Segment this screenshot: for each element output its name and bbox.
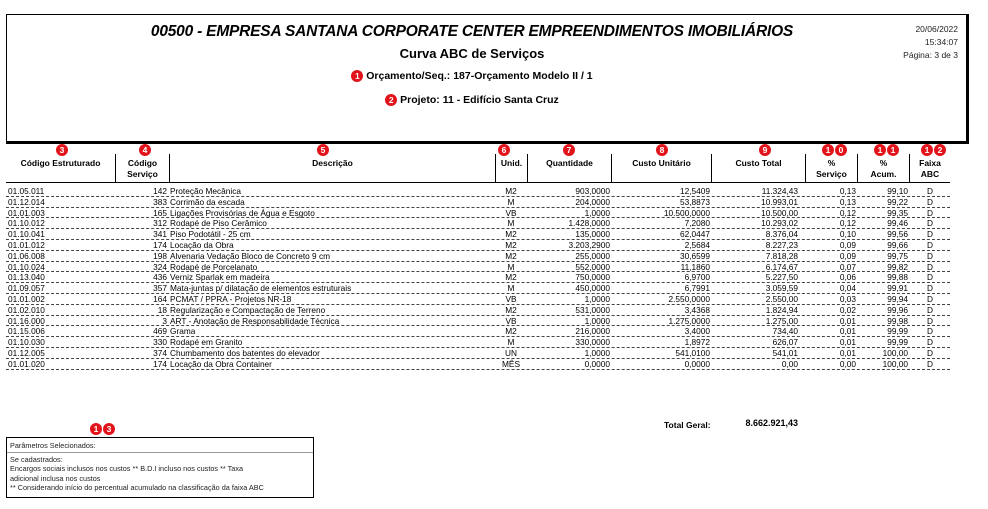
col-custo-unitario: [612, 154, 712, 183]
cell-custo-total: 1.275,00: [765, 315, 798, 326]
cell-codigo-estruturado: 01.12.014: [8, 196, 45, 207]
parameters-line: adicional inclusa nos custos: [10, 473, 101, 483]
cell-codigo-estruturado: 01.16.000: [8, 315, 45, 326]
cell-pct-acumulado: 99,88: [887, 272, 908, 283]
cell-pct-servico: 0,01: [839, 337, 856, 348]
parameters-line: ** Considerando início do percentual acumulado na classificação da faixa ABC: [10, 483, 264, 493]
parameters-text: [10, 455, 310, 493]
cell-custo-unitario: 541,0100: [675, 347, 710, 358]
marker-badge: 1: [921, 144, 933, 156]
date-block: [903, 23, 958, 62]
cell-pct-acumulado: 99,10: [887, 186, 908, 196]
cell-codigo-estruturado: 01.01.020: [8, 358, 45, 369]
cell-quantidade: 0,0000: [584, 358, 610, 369]
marker-badge: 6: [498, 144, 510, 156]
cell-custo-unitario: 6,7991: [684, 283, 710, 294]
cell-unidade: M: [507, 196, 515, 207]
projeto-label: Projeto: 11 - Edifício Santa Cruz: [400, 94, 559, 106]
col-label: Custo Unitário: [632, 158, 691, 168]
cell-custo-total: 6.174,67: [765, 261, 798, 272]
cell-custo-total: 10.993,01: [761, 196, 798, 207]
marker-badge: 3: [56, 144, 68, 156]
cell-unidade: M2: [505, 326, 517, 337]
col-label: [806, 158, 857, 180]
col-label: [116, 158, 169, 180]
cell-codigo-servico: 374: [153, 347, 167, 358]
cell-quantidade: 903,0000: [575, 186, 610, 196]
cell-codigo-servico: 330: [153, 337, 167, 348]
cell-pct-acumulado: 100,00: [882, 358, 908, 369]
cell-pct-acumulado: 99,99: [887, 326, 908, 337]
col-label: Unid.: [500, 158, 523, 168]
cell-descricao: Regularização e Compactação de Terreno: [170, 304, 326, 315]
col-unid: [496, 154, 528, 183]
table-row: [6, 283, 950, 294]
table-row: [6, 229, 950, 240]
page-number: Página: 3 de 3: [903, 50, 958, 60]
col-custo-total: [712, 154, 806, 183]
cell-custo-unitario: 12,5409: [680, 186, 710, 196]
table-row: [6, 337, 950, 348]
table-row: [6, 262, 950, 273]
marker-badge: 9: [759, 144, 771, 156]
cell-codigo-servico: 324: [153, 261, 167, 272]
table-row: [6, 359, 950, 370]
cell-descricao: Verniz Sparlak em madeira: [170, 272, 270, 283]
cell-quantidade: 1.428,0000: [568, 218, 610, 229]
col-label: Descrição: [312, 158, 353, 168]
cell-faixa-abc: D: [927, 207, 933, 218]
cell-pct-servico: 0,09: [839, 250, 856, 261]
cell-unidade: M2: [505, 239, 517, 250]
marker-badge: 2: [934, 144, 946, 156]
cell-quantidade: 552,0000: [575, 261, 610, 272]
col-label: [858, 158, 909, 180]
cell-quantidade: 750,0000: [575, 272, 610, 283]
table-row: [6, 272, 950, 283]
cell-quantidade: 135,0000: [575, 229, 610, 240]
table-row: [6, 348, 950, 359]
cell-quantidade: 330,0000: [575, 337, 610, 348]
table-row: [6, 197, 950, 208]
cell-pct-acumulado: 99,35: [887, 207, 908, 218]
cell-codigo-estruturado: 01.06.008: [8, 250, 45, 261]
cell-faixa-abc: D: [927, 283, 933, 294]
cell-faixa-abc: D: [927, 337, 933, 348]
divider: [7, 452, 313, 453]
table-row: [6, 294, 950, 305]
cell-faixa-abc: D: [927, 326, 933, 337]
cell-codigo-servico: 165: [153, 207, 167, 218]
cell-descricao: Locação da Obra Container: [170, 358, 272, 369]
cell-pct-acumulado: 99,94: [887, 293, 908, 304]
report-date: 20/06/2022: [915, 24, 958, 34]
cell-faixa-abc: D: [927, 196, 933, 207]
table-row: [6, 251, 950, 262]
parameters-title: Parâmetros Selecionados:: [10, 441, 96, 450]
cell-unidade: M2: [505, 229, 517, 240]
marker-badge: 0: [835, 144, 847, 156]
cell-descricao: Rodapé de Porcelanato: [170, 261, 258, 272]
cell-faixa-abc: D: [927, 358, 933, 369]
cell-codigo-servico: 341: [153, 229, 167, 240]
cell-quantidade: 1,0000: [584, 347, 610, 358]
table-row: [6, 326, 950, 337]
marker-badge: 3: [103, 423, 115, 435]
cell-unidade: M: [507, 283, 515, 294]
report-title: Curva ABC de Serviços: [399, 46, 545, 61]
marker-badge: 1: [351, 70, 363, 82]
cell-faixa-abc: D: [927, 239, 933, 250]
cell-custo-unitario: 62,0447: [680, 229, 710, 240]
cell-unidade: M2: [505, 186, 517, 196]
col-pct-acum: [858, 154, 910, 183]
marker-badge: 1: [874, 144, 886, 156]
cell-custo-unitario: 2,5684: [684, 239, 710, 250]
cell-custo-total: 2.550,00: [765, 293, 798, 304]
table-body: [6, 186, 950, 370]
cell-unidade: UN: [505, 347, 517, 358]
cell-unidade: M2: [505, 250, 517, 261]
cell-custo-unitario: 3,4000: [684, 326, 710, 337]
cell-descricao: Chumbamento dos batentes do elevador: [170, 347, 320, 358]
cell-pct-servico: 0,06: [839, 272, 856, 283]
projeto-line: [7, 94, 937, 106]
cell-pct-acumulado: 99,96: [887, 304, 908, 315]
cell-quantidade: 1,0000: [584, 207, 610, 218]
col-label-line: ABC: [920, 169, 940, 179]
marker-badge: 4: [139, 144, 151, 156]
cell-unidade: M: [507, 218, 515, 229]
cell-pct-servico: 0,09: [839, 239, 856, 250]
cell-pct-servico: 0,00: [839, 358, 856, 369]
marker-badge: 1: [822, 144, 834, 156]
parameters-line: Se cadastrados:: [10, 455, 63, 464]
cell-codigo-estruturado: 01.09.057: [8, 283, 45, 294]
cell-pct-acumulado: 100,00: [882, 347, 908, 358]
cell-custo-total: 3.059,59: [765, 283, 798, 294]
cell-pct-servico: 0,01: [839, 315, 856, 326]
cell-codigo-servico: 142: [153, 186, 167, 196]
table-row: [6, 186, 950, 197]
cell-codigo-estruturado: 01.13.040: [8, 272, 45, 283]
cell-unidade: VB: [505, 315, 517, 326]
orcamento-label: Orçamento/Seq.: 187-Orçamento Modelo II / 1: [366, 70, 593, 82]
cell-codigo-estruturado: 01.15.006: [8, 326, 45, 337]
total-value: 8.662.921,43: [745, 418, 798, 428]
col-label-line: Acum.: [870, 169, 897, 179]
cell-faixa-abc: D: [927, 261, 933, 272]
cell-codigo-servico: 383: [153, 196, 167, 207]
cell-quantidade: 450,0000: [575, 283, 610, 294]
cell-custo-unitario: 10.500,0000: [663, 207, 710, 218]
cell-codigo-servico: 3: [162, 315, 167, 326]
cell-codigo-servico: 469: [153, 326, 167, 337]
cell-faixa-abc: D: [927, 218, 933, 229]
cell-unidade: M: [507, 261, 515, 272]
cell-custo-unitario: 53,8873: [680, 196, 710, 207]
cell-custo-unitario: 30,6599: [680, 250, 710, 261]
cell-descricao: Grama: [170, 326, 196, 337]
cell-quantidade: 3.203,2900: [568, 239, 610, 250]
cell-codigo-servico: 174: [153, 358, 167, 369]
cell-codigo-servico: 198: [153, 250, 167, 261]
cell-custo-unitario: 7,2080: [684, 218, 710, 229]
cell-codigo-estruturado: 01.01.002: [8, 293, 45, 304]
table-row: [6, 240, 950, 251]
cell-pct-servico: 0,02: [839, 304, 856, 315]
marker-badge: 8: [656, 144, 668, 156]
cell-unidade: VB: [505, 207, 517, 218]
table-header: [6, 154, 950, 183]
cell-codigo-estruturado: 01.10.030: [8, 337, 45, 348]
cell-custo-total: 8.227,23: [765, 239, 798, 250]
cell-codigo-servico: 18: [157, 304, 167, 315]
col-faixa-abc: [910, 154, 950, 183]
cell-pct-acumulado: 99,82: [887, 261, 908, 272]
cell-custo-total: 8.376,04: [765, 229, 798, 240]
cell-codigo-servico: 357: [153, 283, 167, 294]
cell-pct-servico: 0,13: [839, 196, 856, 207]
cell-custo-unitario: 3,4368: [684, 304, 710, 315]
col-quantidade: [528, 154, 612, 183]
cell-descricao: Locação da Obra: [170, 239, 234, 250]
col-pct-servico: [806, 154, 858, 183]
cell-codigo-servico: 164: [153, 293, 167, 304]
cell-faixa-abc: D: [927, 347, 933, 358]
cell-custo-unitario: 2.550,0000: [668, 293, 710, 304]
marker-badge: 5: [317, 144, 329, 156]
cell-custo-total: 7.818,28: [765, 250, 798, 261]
col-label: Código Estruturado: [20, 158, 101, 168]
cell-custo-total: 11.324,43: [761, 186, 798, 196]
cell-custo-unitario: 0,0000: [684, 358, 710, 369]
cell-codigo-estruturado: 01.12.005: [8, 347, 45, 358]
cell-faixa-abc: D: [927, 186, 933, 196]
cell-descricao: Corrimão da escada: [170, 196, 245, 207]
cell-pct-acumulado: 99,22: [887, 196, 908, 207]
cell-quantidade: 216,0000: [575, 326, 610, 337]
cell-descricao: PCMAT / PPRA - Projetos NR-18: [170, 293, 292, 304]
cell-faixa-abc: D: [927, 293, 933, 304]
cell-unidade: M: [507, 337, 515, 348]
table-row: [6, 316, 950, 327]
cell-quantidade: 255,0000: [575, 250, 610, 261]
cell-custo-total: 5.227,50: [765, 272, 798, 283]
cell-pct-acumulado: 99,98: [887, 315, 908, 326]
cell-descricao: Ligações Provisórias de Água e Esgoto: [170, 207, 315, 218]
cell-pct-acumulado: 99,91: [887, 283, 908, 294]
table-row: [6, 218, 950, 229]
cell-pct-acumulado: 99,99: [887, 337, 908, 348]
cell-pct-servico: 0,10: [839, 229, 856, 240]
cell-custo-total: 10.500,00: [761, 207, 798, 218]
cell-descricao: Alvenaria Vedação Bloco de Concreto 9 cm: [170, 250, 331, 261]
parameters-line: Encargos sociais inclusos nos custos ** B.D.I incluso nos custos ** Taxa: [10, 464, 244, 474]
cell-codigo-estruturado: 01.02.010: [8, 304, 45, 315]
report-time: 15:34:07: [924, 37, 958, 47]
col-label-line: Serviço: [127, 169, 158, 179]
orcamento-line: [7, 70, 937, 82]
cell-pct-servico: 0,07: [839, 261, 856, 272]
col-label-line: Serviço: [816, 169, 847, 179]
cell-quantidade: 1,0000: [584, 293, 610, 304]
marker-badge: 1: [887, 144, 899, 156]
cell-pct-servico: 0,13: [839, 186, 856, 196]
cell-custo-unitario: 1,8972: [684, 337, 710, 348]
cell-quantidade: 531,0000: [575, 304, 610, 315]
company-name: 00500 - EMPRESA SANTANA CORPORATE CENTER EMPREENDIMENTOS IMOBILIÁRIOS: [150, 23, 794, 40]
cell-codigo-estruturado: 01.01.012: [8, 239, 45, 250]
col-descricao: [170, 154, 496, 183]
cell-faixa-abc: D: [927, 229, 933, 240]
cell-codigo-servico: 436: [153, 272, 167, 283]
cell-custo-total: 541,01: [772, 347, 798, 358]
cell-codigo-estruturado: 01.10.041: [8, 229, 45, 240]
cell-descricao: Mata-juntas p/ dilatação de elementos estruturais: [170, 283, 352, 294]
marker-badge: 7: [563, 144, 575, 156]
cell-pct-acumulado: 99,75: [887, 250, 908, 261]
cell-custo-total: 1.824,94: [765, 304, 798, 315]
cell-descricao: ART - Anotação de Responsabilidade Técnica: [170, 315, 340, 326]
cell-custo-unitario: 11,1860: [680, 261, 710, 272]
col-label-line: %: [879, 158, 888, 168]
col-label: Quantidade: [546, 158, 593, 168]
cell-codigo-servico: 174: [153, 239, 167, 250]
col-label-line: %: [827, 158, 836, 168]
cell-codigo-estruturado: 01.10.024: [8, 261, 45, 272]
cell-quantidade: 204,0000: [575, 196, 610, 207]
cell-descricao: Rodapé de Piso Cerâmico: [170, 218, 267, 229]
cell-pct-servico: 0,03: [839, 293, 856, 304]
marker-badge: 2: [385, 94, 397, 106]
cell-pct-servico: 0,12: [839, 207, 856, 218]
report-header: [6, 14, 969, 144]
marker-badge: 1: [90, 423, 102, 435]
total-label: Total Geral:: [664, 420, 711, 430]
cell-custo-total: 626,07: [772, 337, 798, 348]
cell-quantidade: 1,0000: [584, 315, 610, 326]
table-row: [6, 305, 950, 316]
cell-custo-unitario: 1.275,0000: [668, 315, 710, 326]
cell-pct-servico: 0,01: [839, 347, 856, 358]
cell-codigo-estruturado: 01.01.003: [8, 207, 45, 218]
cell-codigo-servico: 312: [153, 218, 167, 229]
col-label: Custo Total: [735, 158, 782, 168]
cell-unidade: MÊS: [502, 358, 520, 369]
cell-faixa-abc: D: [927, 315, 933, 326]
cell-descricao: Proteção Mecânica: [170, 186, 242, 196]
cell-pct-servico: 0,12: [839, 218, 856, 229]
cell-pct-acumulado: 99,56: [887, 229, 908, 240]
table-row: [6, 208, 950, 219]
cell-faixa-abc: D: [927, 250, 933, 261]
cell-codigo-estruturado: 01.05.011: [8, 186, 45, 196]
col-codigo-servico: [116, 154, 170, 183]
cell-custo-total: 10.293,02: [761, 218, 798, 229]
cell-pct-acumulado: 99,46: [887, 218, 908, 229]
cell-faixa-abc: D: [927, 272, 933, 283]
col-codigo-estruturado: [6, 154, 116, 183]
cell-unidade: M2: [505, 272, 517, 283]
col-label-line: Faixa: [919, 158, 941, 168]
cell-custo-unitario: 6,9700: [684, 272, 710, 283]
cell-descricao: Rodapé em Granito: [170, 337, 243, 348]
col-label: [910, 158, 950, 180]
cell-unidade: VB: [505, 293, 517, 304]
cell-pct-servico: 0,01: [839, 326, 856, 337]
cell-descricao: Piso Podotátil - 25 cm: [170, 229, 251, 240]
cell-faixa-abc: D: [927, 304, 933, 315]
cell-custo-total: 734,40: [772, 326, 798, 337]
cell-custo-total: 0,00: [781, 358, 798, 369]
col-label-line: Código: [127, 158, 158, 168]
cell-unidade: M2: [505, 304, 517, 315]
cell-pct-servico: 0,04: [839, 283, 856, 294]
cell-codigo-estruturado: 01.10.012: [8, 218, 45, 229]
parameters-box: [6, 437, 314, 498]
cell-pct-acumulado: 99,66: [887, 239, 908, 250]
